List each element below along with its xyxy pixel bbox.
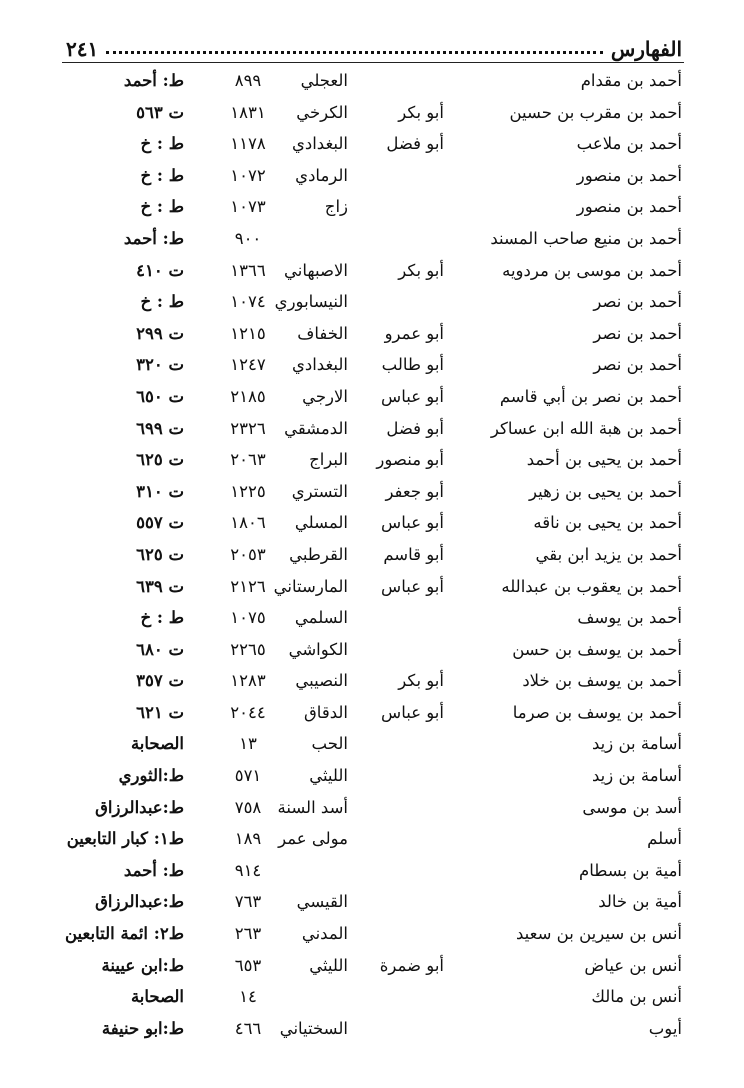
entry-kunya: أبو قاسم [383,544,444,564]
entry-name: أحمد بن موسى بن مردويه [502,260,682,280]
entry-number: ٢٣٢٦ [230,418,266,438]
entry-kunya: أبو فضل [386,134,444,154]
entry-nisba: الرمادي [295,165,348,185]
entry-kunya: أبو ضمرة [379,955,444,975]
entry-note: ط:عبدالرزاق [95,797,184,817]
entry-name: أحمد بن نصر [593,292,682,312]
entry-note: ت ٦٥٠ [136,386,184,406]
entry-note: ت ٣٥٧ [136,671,184,691]
entry-nisba: الخفاف [297,323,348,343]
entry-name: أحمد بن يوسف بن صرما [512,702,682,722]
table-row [0,759,744,791]
entry-name: أحمد بن يزيد ابن بقي [535,544,682,564]
entry-nisba: زاج [324,197,348,217]
table-row [0,285,744,317]
entry-note: ط٢: ائمة التابعين [65,924,184,944]
entry-number: ١٤ [239,987,257,1007]
entry-name: أحمد بن نصر [593,355,682,375]
entry-note: ت ٣٢٠ [136,355,184,375]
entry-nisba: التستري [291,481,348,501]
entry-name: أحمد بن مقرب بن حسين [509,102,682,122]
entry-number: ١١٧٨ [230,134,266,154]
entry-note: ت ٦٢١ [136,702,184,722]
entry-number: ٤٦٦ [234,1018,262,1038]
entry-note: ط : خ [140,134,184,154]
entry-name: أحمد بن يوسف بن حسن [512,639,682,659]
entry-name: أنس بن مالك [591,987,682,1007]
entry-name: أحمد بن منصور [576,165,682,185]
entry-note: ط: أحمد [123,228,184,248]
entry-number: ١٢٤٧ [230,355,266,375]
entry-kunya: أبو عباس [381,576,444,596]
entry-note: ط:الثوري [118,766,184,786]
entry-name: أحمد بن يوسف [577,608,682,628]
entry-number: ٢٦٣ [234,924,262,944]
entry-nisba: المدني [301,924,348,944]
entry-nisba: الدقاق [304,702,348,722]
entry-kunya: أبو عباس [381,386,444,406]
entry-number: ٢٢٦٥ [230,639,266,659]
table-row [0,727,744,759]
entry-note: ت ٦٣٩ [136,576,184,596]
table-row [0,412,744,444]
entry-name: أحمد بن هبة الله ابن عساكر [490,418,682,438]
table-row [0,949,744,981]
table-row [0,64,744,96]
entry-nisba: العجلي [300,71,348,90]
entry-number: ٨٩٩ [234,71,262,90]
entry-note: ط : خ [140,608,184,628]
entry-number: ٧٥٨ [234,797,262,817]
table-row [0,127,744,159]
table-row [0,570,744,602]
table-row [0,854,744,886]
leader-dots [106,50,603,54]
entry-kunya: أبو منصور [376,450,444,470]
entry-name: أمية بن بسطام [579,860,682,880]
entry-note: ط: أحمد [123,71,184,90]
entry-nisba: الدمشقي [284,418,348,438]
entry-name: أحمد بن نصر بن أبي قاسم [499,386,682,406]
entry-nisba: السختياني [279,1018,348,1038]
entry-number: ٧٦٣ [234,892,262,912]
entry-note: ط:ابن عيينة [101,955,184,975]
entry-nisba: البغدادي [291,355,348,375]
entry-name: أحمد بن يحيى بن أحمد [526,450,682,470]
entry-nisba: الليثي [309,766,348,786]
entry-note: ط:ابو حنيفة [101,1018,184,1038]
entry-number: ١٢٢٥ [230,481,266,501]
table-row [0,190,744,222]
entry-note: ت ٣١٠ [136,481,184,501]
entry-number: ٢٠٥٣ [230,544,266,564]
table-row [0,348,744,380]
entry-kunya: أبو بكر [398,102,444,122]
entry-name: أنس بن عياض [584,955,682,975]
table-row [0,664,744,696]
page-number: ٢٤١ [66,37,99,61]
entry-number: ٩١٤ [234,860,262,880]
entry-nisba: الاصبهاني [284,260,348,280]
entry-note: ط١: كبار التابعين [66,829,184,849]
table-row [0,885,744,917]
entry-name: أسلم [647,829,682,849]
table-row [0,96,744,128]
entry-kunya: أبو طالب [381,355,444,375]
table-row [0,475,744,507]
entry-kunya: أبو عمرو [384,323,444,343]
entry-nisba: الارجي [302,386,348,406]
entry-note: ط : خ [140,292,184,312]
table-row [0,791,744,823]
entry-kunya: أبو عباس [381,702,444,722]
index-table [0,64,744,1043]
entry-nisba: الكواشي [288,639,348,659]
entry-name: أحمد بن يوسف بن خلاد [522,671,682,691]
entry-note: ت ٤١٠ [136,260,184,280]
entry-name: أسامة بن زيد [592,766,682,786]
table-row [0,601,744,633]
entry-name: أيوب [648,1018,682,1038]
entry-nisba: المسلي [294,513,348,533]
table-row [0,822,744,854]
table-row [0,538,744,570]
table-row [0,633,744,665]
entry-nisba: السلمي [294,608,348,628]
entry-number: ١٨٩ [234,829,262,849]
entry-number: ١٠٧٥ [230,608,266,628]
table-row [0,443,744,475]
entry-number: ١٢٨٣ [230,671,266,691]
entry-note: ت ٢٩٩ [136,323,184,343]
entry-note: الصحابة [130,734,184,754]
entry-number: ١٠٧٢ [230,165,266,185]
entry-name: أحمد بن ملاعب [576,134,682,154]
table-row [0,254,744,286]
entry-name: أحمد بن منيع صاحب المسند [490,228,682,248]
entry-nisba: النصيبي [295,671,348,691]
entry-note: ط : خ [140,197,184,217]
table-row [0,380,744,412]
entry-number: ٢٠٤٤ [230,702,266,722]
entry-nisba: المارستاني [273,576,348,596]
entry-note: ت ٦٨٠ [136,639,184,659]
entry-kunya: أبو بكر [398,260,444,280]
entry-number: ١٣٦٦ [230,260,266,280]
table-row [0,696,744,728]
entry-nisba: الكرخي [296,102,348,122]
entry-number: ١٨٠٦ [230,513,266,533]
entry-kunya: أبو فضل [386,418,444,438]
entry-name: أحمد بن مقدام [580,71,682,90]
entry-kunya: أبو عباس [381,513,444,533]
entry-nisba: أسد السنة [277,797,348,817]
entry-number: ٢١٨٥ [230,386,266,406]
entry-name: أحمد بن منصور [576,197,682,217]
entry-note: ت ٦٩٩ [136,418,184,438]
entry-number: ٦٥٣ [234,955,262,975]
entry-note: ت ٥٥٧ [136,513,184,533]
entry-note: ت ٥٦٣ [136,102,184,122]
entry-nisba: الليثي [309,955,348,975]
entry-note: ط: أحمد [123,860,184,880]
entry-number: ٢١٢٦ [230,576,266,596]
entry-kunya: أبو جعفر [385,481,444,501]
entry-number: ١٣ [239,734,257,754]
table-row [0,1012,744,1044]
entry-number: ٥٧١ [234,766,262,786]
entry-note: الصحابة [130,987,184,1007]
page-header [66,34,682,60]
entry-name: أحمد بن يعقوب بن عبدالله [501,576,682,596]
entry-number: ٢٠٦٣ [230,450,266,470]
entry-name: أسد بن موسى [582,797,682,817]
entry-name: أحمد بن يحيى بن ناقه [533,513,682,533]
entry-note: ط : خ [140,165,184,185]
entry-nisba: الحب [311,734,348,754]
table-row [0,917,744,949]
table-row [0,159,744,191]
entry-nisba: البغدادي [291,134,348,154]
entry-number: ٩٠٠ [234,228,262,248]
table-row [0,506,744,538]
table-row [0,222,744,254]
entry-number: ١٠٧٤ [230,292,266,312]
entry-nisba: القيسي [296,892,348,912]
entry-number: ١٨٣١ [230,102,266,122]
entry-note: ت ٦٢٥ [136,450,184,470]
table-row [0,980,744,1012]
entry-number: ١٢١٥ [230,323,266,343]
entry-nisba: البراج [309,450,348,470]
entry-note: ت ٦٢٥ [136,544,184,564]
header-rule [62,62,684,63]
entry-kunya: أبو بكر [398,671,444,691]
entry-name: أحمد بن نصر [593,323,682,343]
entry-note: ط:عبدالرزاق [95,892,184,912]
entry-number: ١٠٧٣ [230,197,266,217]
entry-name: أسامة بن زيد [592,734,682,754]
page-title: الفهارس [610,37,682,61]
entry-nisba: مولى عمر [278,829,348,849]
entry-nisba: القرطبي [289,544,348,564]
entry-name: أمية بن خالد [598,892,682,912]
entry-name: أنس بن سيرين بن سعيد [516,924,682,944]
table-row [0,317,744,349]
entry-nisba: النيسابوري [274,292,348,312]
entry-name: أحمد بن يحيى بن زهير [529,481,682,501]
